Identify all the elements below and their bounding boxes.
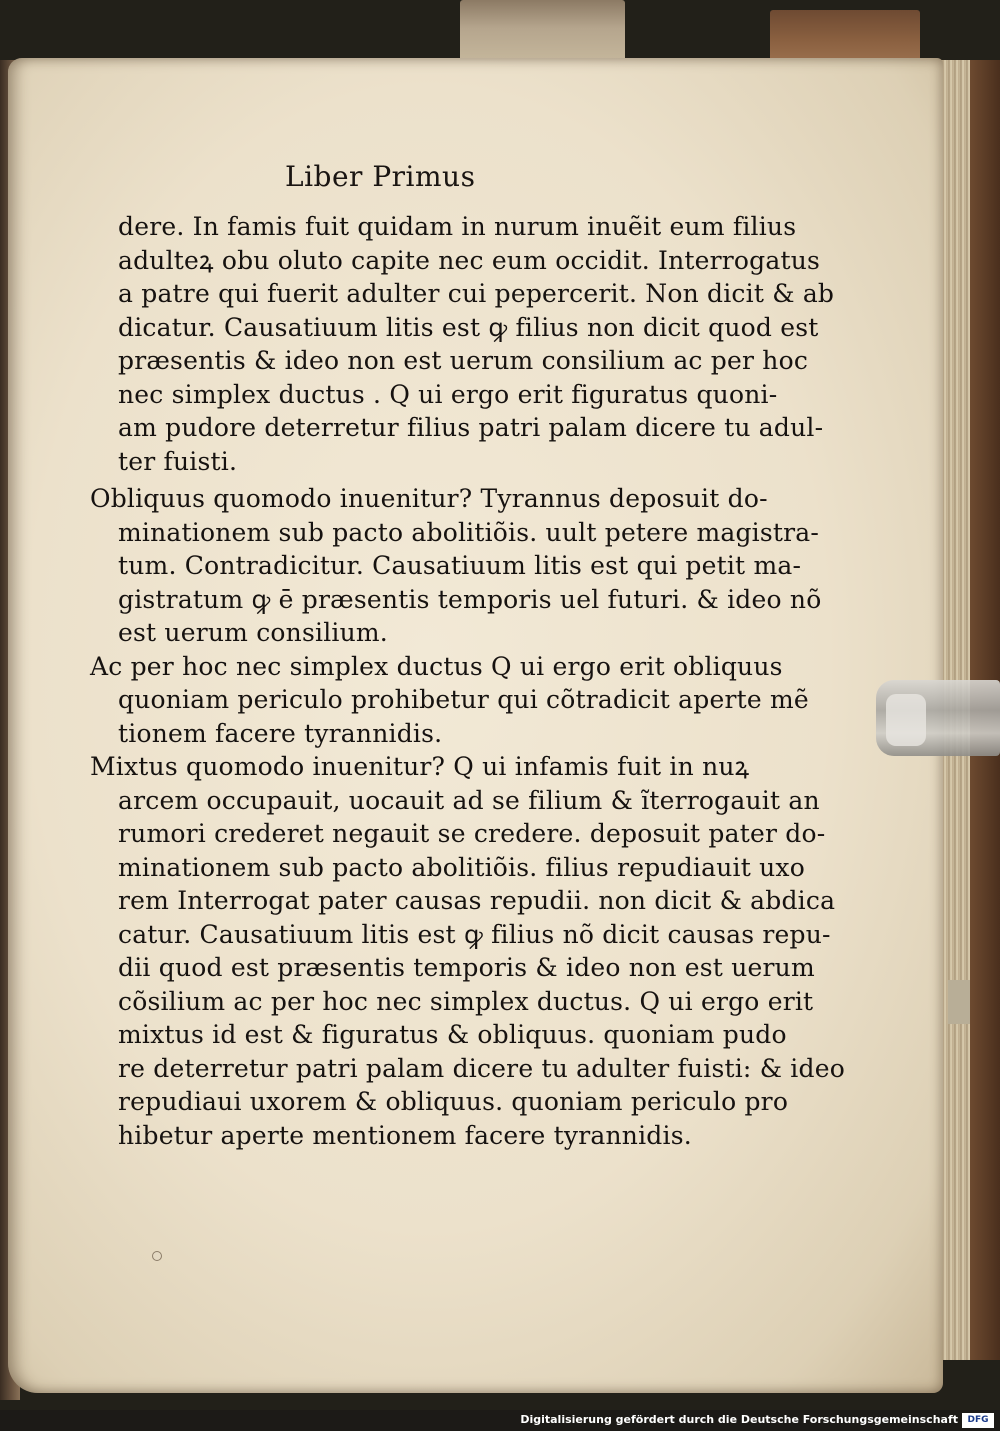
text-line: dere. In famis fuit quidam in nurum inuẽit eum filius — [118, 212, 797, 241]
text-line: rem Interrogat pater causas repudii. non dicit & abdica — [118, 886, 836, 915]
paper-blemish — [152, 1251, 162, 1261]
footer-bar — [0, 1410, 1000, 1431]
page-header: Liber Primus — [285, 160, 476, 193]
text-line: adulteꝝ obu oluto capite nec eum occidit. Interrogatus — [118, 245, 821, 275]
text-line: re deterretur patri palam dicere tu adulter fuisti: & ideo — [118, 1053, 845, 1083]
bookmark-strip — [948, 980, 970, 1024]
text-line: tum. Contradicitur. Causatiuum litis est qui petit ma- — [118, 551, 802, 580]
text-line: repudiaui uxorem & obliquus. quoniam periculo pro — [118, 1087, 789, 1116]
text-line: Ac per hoc nec simplex ductus Q ui ergo erit obliquus — [90, 651, 783, 681]
text-line: gistratum ꝙ ē præsentis temporis uel futuri. & ideo nõ — [118, 584, 822, 614]
text-line: arcem occupauit, uocauit ad se filium & ĩterrogauit an — [118, 785, 820, 815]
text-line: quoniam periculo prohibetur qui cõtradicit aperte mẽ — [118, 685, 809, 714]
text-line: rumori crederet negauit se credere. deposuit pater do- — [118, 819, 826, 848]
text-line: præsentis & ideo non est uerum consilium ac per hoc — [118, 346, 809, 375]
text-line: hibetur aperte mentionem facere tyrannidis. — [118, 1120, 692, 1150]
text-line: cõsilium ac per hoc nec simplex ductus. Q ui ergo erit — [118, 986, 814, 1016]
text-line: a patre qui fuerit adulter cui pepercerit. Non dicit & ab — [118, 279, 835, 308]
text-line: dii quod est præsentis temporis & ideo non est uerum — [118, 953, 815, 982]
text-line: catur. Causatiuum litis est ꝙ filius nõ dicit causas repu- — [118, 919, 831, 949]
funding-credit: Digitalisierung gefördert durch die Deutsche Forschungsgemeinschaft — [520, 1413, 958, 1426]
page-clip-highlight — [886, 694, 926, 746]
text-line: mixtus id est & figuratus & obliquus. quoniam pudo — [118, 1020, 787, 1049]
text-line: tionem facere tyrannidis. — [118, 718, 443, 748]
text-line: nec simplex ductus . Q ui ergo erit figuratus quoni- — [118, 379, 778, 409]
text-line: am pudore deterretur filius patri palam dicere tu adul- — [118, 413, 824, 442]
text-line: est uerum consilium. — [118, 618, 388, 647]
text-line: ter fuisti. — [118, 446, 238, 476]
text-line: minationem sub pacto abolitiõis. filius repudiauit uxo — [118, 852, 805, 882]
dfg-logo: DFG — [962, 1413, 994, 1428]
text-line: dicatur. Causatiuum litis est ꝙ filius non dicit quod est — [118, 312, 819, 342]
text-line: Mixtus quomodo inuenitur? Q ui infamis fuit in nuꝝ — [90, 752, 750, 781]
text-line: Obliquus quomodo inuenitur? Tyrannus deposuit do- — [90, 484, 768, 513]
text-line: minationem sub pacto abolitiõis. uult petere magistra- — [118, 517, 820, 547]
